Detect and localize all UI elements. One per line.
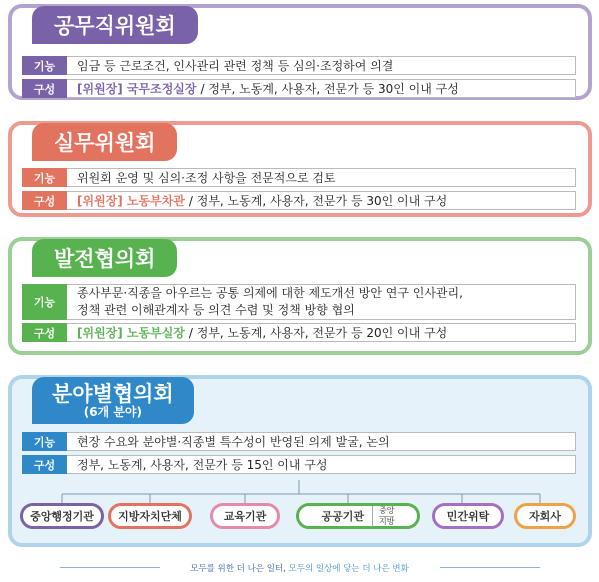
composition-tag: 구성 <box>22 191 67 210</box>
function-text: 위원회 운영 및 심의·조정 사항을 전문적으로 검토 <box>67 168 576 187</box>
function-tag: 기능 <box>22 284 67 320</box>
composition-text: / 정부, 노동계, 사용자, 전문가 등 30인 이내 구성 <box>200 82 459 96</box>
function-tag: 기능 <box>22 432 67 451</box>
function-text: 현장 수요와 분야별·직종별 특수성이 반영된 의제 발굴, 논의 <box>67 432 576 451</box>
footer-slogan <box>0 562 599 574</box>
panel-title: 공무직위원회 <box>32 6 198 44</box>
panel-title: 발전협의회 <box>32 239 177 277</box>
function-text-line2: 정책 관련 이해관계자 등 의견 수렴 및 정책 방향 협의 <box>77 303 355 317</box>
sector-education <box>210 503 280 529</box>
sector-sub-local: 지방 <box>379 516 395 526</box>
sector-label: 교육기관 <box>223 510 267 523</box>
chair-highlight: [위원장] 노동부차관 <box>77 194 185 208</box>
chair-highlight: [위원장] 노동부실장 <box>77 326 185 340</box>
sector-label: 공공기관 <box>321 510 365 523</box>
sector-private-consignment <box>432 503 504 529</box>
composition-text: 정부, 노동계, 사용자, 전문가 등 15인 이내 구성 <box>67 455 576 474</box>
footer-slogan-part2: 모두의 일상에 닿는 더 나은 변화 <box>288 564 409 574</box>
sector-label: 민간위탁 <box>446 510 490 523</box>
sector-sub-central: 중앙 <box>379 505 395 515</box>
composition-tag: 구성 <box>22 323 67 342</box>
sector-local-gov <box>108 503 192 529</box>
sector-sub-split <box>372 506 394 527</box>
function-text-line1: 종사부문·직종을 아우르는 공통 의제에 대한 제도개선 방안 연구 인사관리, <box>77 286 463 300</box>
sector-label: 지방자치단체 <box>118 510 182 523</box>
sector-label: 자회사 <box>529 510 561 523</box>
function-tag: 기능 <box>22 168 67 187</box>
function-tag: 기능 <box>22 56 67 75</box>
sector-central-admin <box>20 503 104 529</box>
sector-label: 중앙행정기관 <box>30 510 94 523</box>
panel-title: 실무위원회 <box>32 123 177 161</box>
panel-subtitle: (6개 분야) <box>83 405 142 419</box>
function-text: 임금 등 근로조건, 인사관리 관련 정책 등 심의·조정하여 의결 <box>67 56 576 75</box>
composition-text: / 정부, 노동계, 사용자, 전문가 등 20인 이내 구성 <box>188 326 448 340</box>
panel-title-text: 분야별협의회 <box>52 382 174 406</box>
composition-text: / 정부, 노동계, 사용자, 전문가 등 30인 이내 구성 <box>188 194 448 208</box>
composition-tag: 구성 <box>22 455 67 474</box>
sector-public-institution <box>296 503 420 529</box>
composition-tag: 구성 <box>22 79 67 98</box>
footer-slogan-part1: 모두를 위한 더 나은 일터, <box>190 564 289 574</box>
chair-highlight: [위원장] 국무조정실장 <box>77 82 197 96</box>
sector-subsidiary <box>514 503 576 529</box>
